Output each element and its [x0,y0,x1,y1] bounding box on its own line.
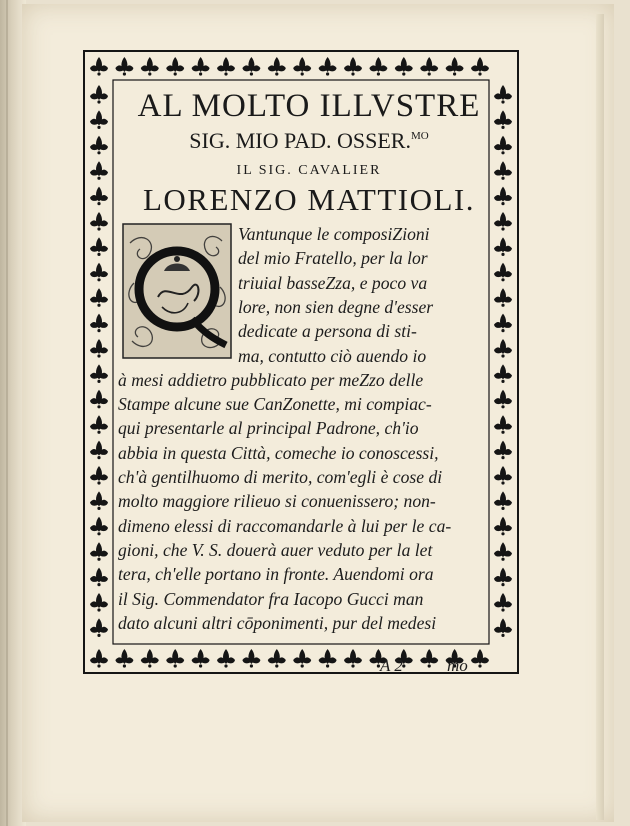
body-line: à mesi addietro pubblicato per meZzo delle [118,369,424,390]
border-flower-ornament [420,57,438,76]
body-line: Stampe alcune sue CanZonette, mi compiac- [118,394,432,415]
border-flower-ornament [369,57,387,76]
body-line: ch'à gentilhuomo di merito, com'egli è cose di [118,467,443,487]
body-line: dimeno elessi di raccomandarle à lui per le ca- [118,515,452,536]
body-line: lore, non sien degne d'esser [238,296,434,317]
heading-line-3: IL SIG. CAVALIER [236,163,382,178]
border-flower-ornament [90,517,108,536]
border-flower-ornament [242,57,260,76]
border-flower-ornament [242,649,260,668]
border-flower-ornament [90,542,108,561]
border-flower-ornament [90,136,108,155]
heading-superscript: MO [410,130,429,142]
border-flower-ornament [90,441,108,460]
border-flower-ornament [293,649,311,668]
border-flower-ornament [115,649,133,668]
body-line: abbia in questa Città, comeche io conoscessi, [118,442,439,463]
signature-mark: A 2 [380,656,403,675]
border-flower-ornament [395,57,413,76]
border-flower-ornament [319,649,337,668]
decorated-initial-q [122,223,232,359]
border-flower-ornament [90,466,108,485]
border-flower-ornament [344,649,362,668]
border-flower-ornament [90,364,108,383]
border-flower-ornament [90,491,108,510]
heading-line-1: AL MOLTO ILLVSTRE [137,88,481,124]
body-line: triuial basseZza, e poco va [238,272,428,293]
border-flower-ornament [90,339,108,358]
body-line: del mio Fratello, per la lor [238,248,428,269]
border-flower-ornament [192,57,210,76]
heading-line-2 [118,128,500,154]
heading-line-2-text: SIG. MIO PAD. OSSER. [189,128,411,153]
body-line: ma, contutto ciò auendo io [238,345,427,366]
border-flower-ornament [268,57,286,76]
border-flower-ornament [141,649,159,668]
border-flower-ornament [446,57,464,76]
border-flower-ornament [90,237,108,256]
border-flower-ornament [90,390,108,409]
border-flower-ornament [90,415,108,434]
border-flower-ornament [420,649,438,668]
border-flower-ornament [90,187,108,206]
body-line: Vantunque le composiZioni [238,224,430,244]
border-flower-ornament [192,649,210,668]
border-flower-ornament [90,649,108,668]
border-flower-ornament [141,57,159,76]
border-flower-ornament [471,57,489,76]
body-line: molto maggiore rilieuo si conuenissero; non- [118,491,436,512]
body-line: il Sig. Commendator fra Iacopo Gucci man [118,588,424,609]
border-flower-ornament [344,57,362,76]
body-line: dedicate a persona di sti- [238,321,417,342]
body-line: gioni, che V. S. douerà auer veduto per la let [118,539,433,560]
border-flower-ornament [90,568,108,587]
border-flower-ornament [217,57,235,76]
border-flower-ornament [166,649,184,668]
border-flower-ornament [217,649,235,668]
border-flower-ornament [90,110,108,129]
border-flower-ornament [90,212,108,231]
border-flower-ornament [90,593,108,612]
border-flower-ornament [166,57,184,76]
border-flower-ornament [319,57,337,76]
border-flower-ornament [115,57,133,76]
catchword: mo [447,656,468,675]
border-flower-ornament [90,85,108,104]
border-flower-ornament [90,263,108,282]
border-flower-ornament [268,649,286,668]
border-flower-ornament [90,314,108,333]
border-flower-ornament [90,161,108,180]
border-flower-ornament [293,57,311,76]
body-line: dato alcuni altri cōponimenti, pur del medesi [118,612,437,633]
body-line: qui presentarle al principal Padrone, ch'io [118,418,419,439]
body-line: tera, ch'elle portano in fronte. Auendomi ora [118,564,434,585]
border-flower-ornament [471,649,489,668]
border-flower-ornament [90,57,108,76]
heading-line-4: LORENZO MATTIOLI. [142,182,475,217]
border-flower-ornament [90,618,108,637]
border-flower-ornament [90,288,108,307]
page-edge [596,14,604,820]
